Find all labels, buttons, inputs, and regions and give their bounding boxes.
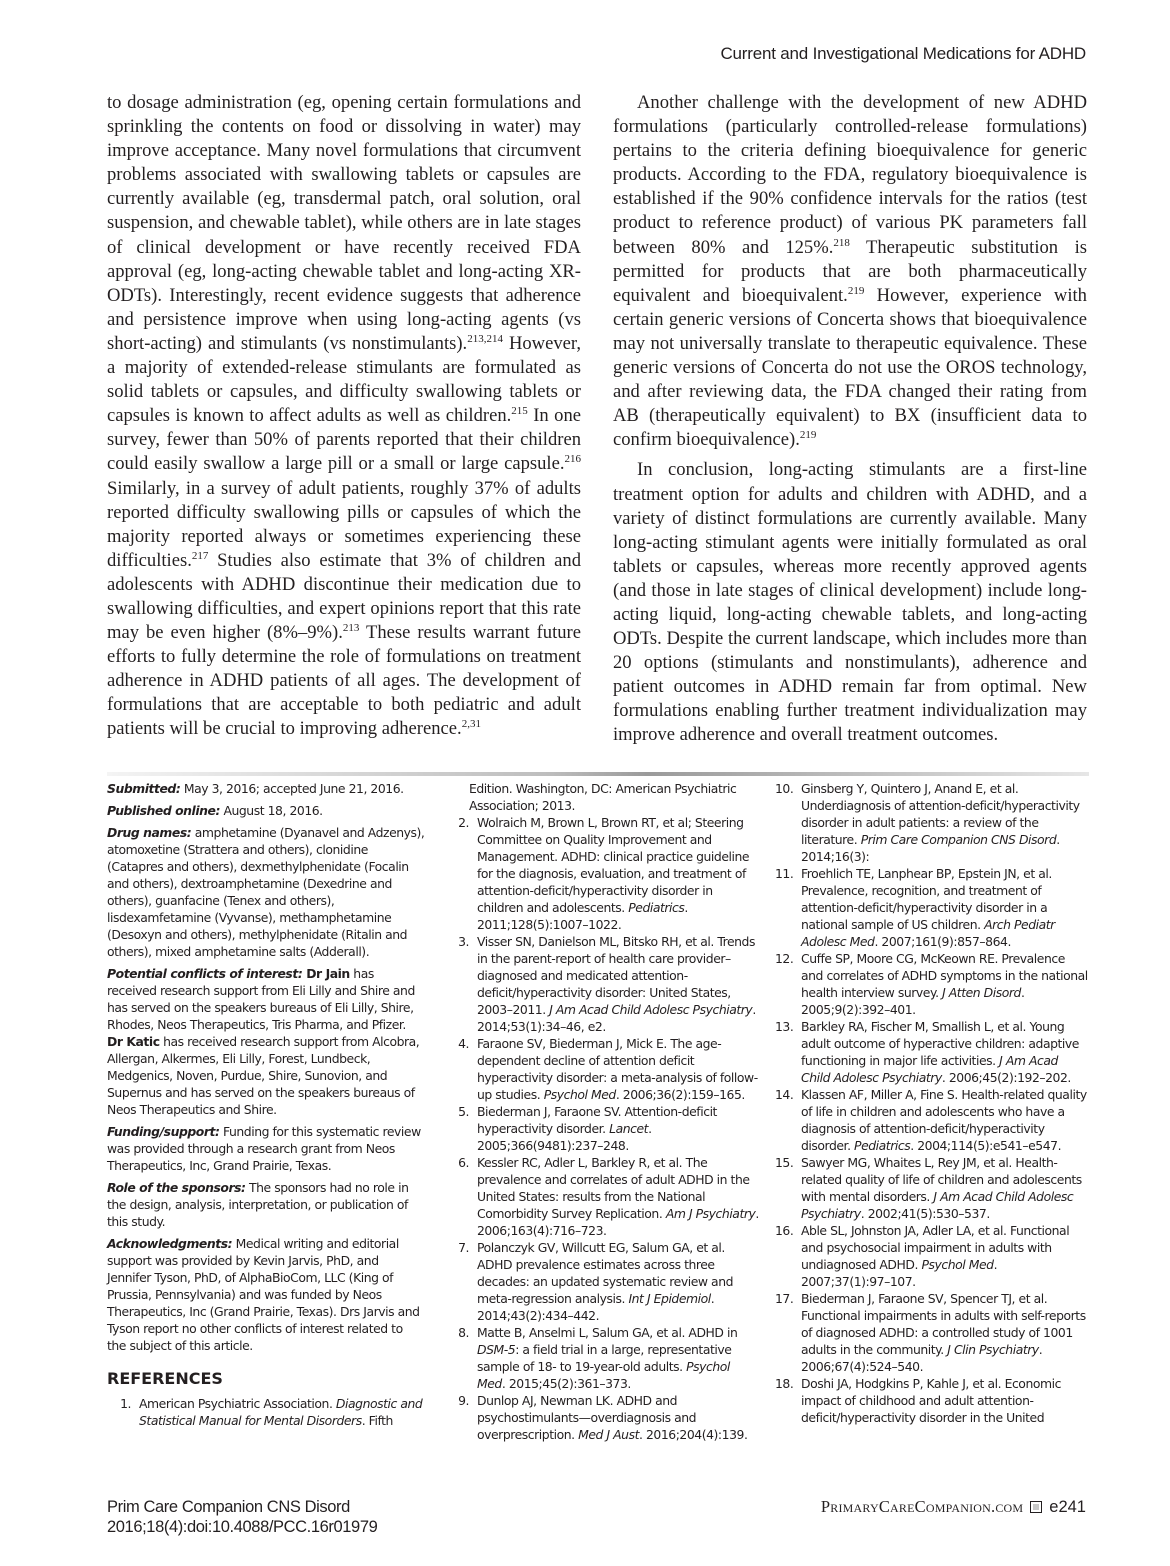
references-heading: REFERENCES bbox=[107, 1369, 223, 1388]
citation[interactable]: 2,31 bbox=[461, 718, 481, 731]
reference-item bbox=[445, 814, 761, 933]
text: . Fifth bbox=[361, 1413, 393, 1428]
published-info bbox=[107, 802, 425, 819]
citation[interactable]: 216 bbox=[564, 453, 581, 466]
journal-italic: J Am Acad Child Adolesc Psychiatry bbox=[801, 1053, 1058, 1085]
citation[interactable]: 215 bbox=[511, 405, 528, 418]
text: Visser SN, Danielson ML, Bitsko RH, et al. Trends in the parent-report of health care provider–diagnosed and medicated attention-deficit/hyperactivity disorder: United States, 2003–2011. bbox=[477, 934, 755, 1017]
reference-number: 15. bbox=[775, 1155, 794, 1170]
journal-italic: Prim Care Companion CNS Disord bbox=[860, 832, 1057, 847]
value: Medical writing and editorial support was provided by Kevin Jarvis, PhD, and Jennifer Tyson, PhD, of AlphaBioCom, LLC (King of Prussia, Pennsylvania) and was funded by Neos Therapeutics, Inc (Grand Prairie, Texas). Drs Jarvis and Tyson report no other conflicts of interest related to the subject of this article. bbox=[107, 1236, 420, 1353]
reference-item bbox=[445, 1103, 761, 1154]
text: . 2015;45(2):361–373. bbox=[501, 1376, 631, 1391]
reference-text bbox=[477, 1392, 761, 1443]
reference-text bbox=[801, 1375, 1089, 1426]
journal-italic: Lancet bbox=[609, 1121, 649, 1136]
submitted-info bbox=[107, 780, 425, 797]
text: Sawyer MG, Whaites L, Rey JM, et al. Health-related quality of life of children and adolescents with mental disorders. bbox=[801, 1155, 1082, 1204]
journal-italic: Med J Aust bbox=[578, 1427, 639, 1442]
reference-number: 11. bbox=[775, 866, 794, 881]
text: . 2007;37(1):97–107. bbox=[801, 1257, 998, 1289]
journal-doi[interactable]: 2016;18(4):doi:10.4088/PCC.16r01979 bbox=[107, 1518, 378, 1536]
reference-number: 9. bbox=[458, 1393, 469, 1408]
reference-number: 16. bbox=[775, 1223, 794, 1238]
reference-text bbox=[801, 1086, 1089, 1154]
reference-item bbox=[775, 1086, 1089, 1154]
acknowledgments-info bbox=[107, 1235, 425, 1354]
reference-number: 6. bbox=[458, 1155, 469, 1170]
text: Wolraich M, Brown L, Brown RT, et al; Steering Committee on Quality Improvement and Management. ADHD: clinical practice guideline for the diagnosis, evaluation, and treatment of attention-deficit/hyperactivity disorder in children and adolescents. bbox=[477, 815, 750, 915]
reference-item bbox=[445, 1324, 761, 1392]
journal-italic: Pediatrics bbox=[628, 900, 685, 915]
body-paragraph bbox=[107, 91, 581, 742]
text: Biederman J, Faraone SV, Spencer TJ, et al. Functional impairments in adults with self-reports of diagnosed ADHD: a controlled study of 1001 adults in the community. bbox=[801, 1291, 1086, 1357]
text: Kessler RC, Adler L, Barkley R, et al. The prevalence and correlates of adult ADHD in the United States: results from the National Comorbidity Survey Replication. bbox=[477, 1155, 750, 1221]
text: However, experience with certain generic versions of Concerta shows that bioequivalence may not universally translate to therapeutic equivalence. These generic versions of Concerta do not use the OROS technology, and after reviewing data, the FDA changed their rating from AB (therapeutically equivalent) to BX (insufficient data to confirm bioequivalence). bbox=[613, 284, 1087, 451]
text: . 2006;36(2):159–165. bbox=[615, 1087, 745, 1102]
reference-item bbox=[775, 780, 1089, 865]
reference-text bbox=[801, 1290, 1089, 1375]
text: . 2005;9(2):392–401. bbox=[801, 985, 1025, 1017]
text: Another challenge with the development of new ADHD formulations (particularly controlled-release formulations) pertains to the criteria defining bioequivalence for generic products. According to the FDA, regulatory bioequivalence is established if the 90% confidence intervals for the ratios (test product to reference product) of various PK parameters fall between 80% and 125%. bbox=[613, 92, 1087, 258]
text: . 2002;41(5):530–537. bbox=[860, 1206, 990, 1221]
reference-item bbox=[107, 1395, 425, 1429]
label: Role of the sponsors: bbox=[107, 1180, 246, 1195]
reference-number: 10. bbox=[775, 781, 794, 796]
funding-info bbox=[107, 1123, 425, 1174]
reference-item bbox=[775, 950, 1089, 1018]
text: Studies also estimate that 3% of children and adolescents with ADHD discontinue their medication due to swallowing difficulties, and expert opinions report that this rate may be even higher (8%–9%). bbox=[107, 549, 581, 644]
citation[interactable]: 218 bbox=[833, 236, 850, 249]
conflicts-info bbox=[107, 965, 425, 1118]
text: . 2011;128(5):1007–1022. bbox=[477, 900, 688, 932]
text: However, a majority of extended-release stimulants are formulated as solid tablets or capsules, and difficulty swallowing tablets or capsules is known to affect adults as well as children. bbox=[107, 332, 582, 427]
label: Drug names: bbox=[107, 825, 192, 840]
reference-number: 14. bbox=[775, 1087, 794, 1102]
title-italic: Diagnostic and Statistical Manual for Mental Disorders bbox=[139, 1396, 423, 1428]
value: has received research support from Eli Lilly and Shire and has served on the speakers bureaus of Eli Lilly, Shire, Rhodes, Neos Therapeutics, Tris Pharma, and Pfizer. bbox=[107, 966, 415, 1032]
text: . 2006;45(2):192–202. bbox=[941, 1070, 1071, 1085]
square-bullet-icon bbox=[1030, 1501, 1042, 1513]
value: May 3, 2016; accepted June 21, 2016. bbox=[180, 781, 404, 796]
text: : a field trial in a large, representative sample of 18- to 19-year-old adults. bbox=[477, 1342, 732, 1374]
reference-number: 1. bbox=[120, 1396, 131, 1411]
reference-text bbox=[801, 865, 1089, 950]
text: . 2006;163(4):716–723. bbox=[477, 1206, 759, 1238]
reference-number: 12. bbox=[775, 951, 794, 966]
reference-text bbox=[477, 1103, 761, 1154]
text: . 2006;67(4):524–540. bbox=[801, 1342, 1043, 1374]
text: . 2016;204(4):139. bbox=[638, 1427, 748, 1442]
reference-text bbox=[801, 780, 1089, 865]
reference-text bbox=[801, 950, 1089, 1018]
sponsors-role-info bbox=[107, 1179, 425, 1230]
reference-item bbox=[445, 933, 761, 1035]
references-column-right bbox=[775, 780, 1089, 1426]
journal-italic: J Clin Psychiatry bbox=[947, 1342, 1039, 1357]
running-head-title: Current and Investigational Medications for ADHD bbox=[720, 44, 1086, 63]
journal-website-link[interactable]: PrimaryCareCompanion.com bbox=[820, 1497, 1024, 1516]
citation[interactable]: 219 bbox=[847, 284, 865, 297]
reference-item bbox=[775, 865, 1089, 950]
reference-continuation: Edition. Washington, DC: American Psychiatric Association; 2013. bbox=[469, 781, 737, 813]
value: amphetamine (Dyanavel and Adzenys), atomoxetine (Strattera and others), clonidine (Catapres and others), dexmethylphenidate (Focalin and others), dextroamphetamine (Dexedrine and others), guanfacine (Tenex and others), lisdexamfetamine (Vyvanse), methamphetamine (Desoxyn and others), methylphenidate (Ritalin and others), mixed amphetamine salts (Adderall). bbox=[107, 825, 425, 959]
text: Dunlop AJ, Newman LK. ADHD and psychostimulants—overdiagnosis and overprescription. bbox=[477, 1393, 697, 1442]
journal-citation bbox=[107, 1497, 377, 1537]
journal-italic: Am J Psychiatry bbox=[665, 1206, 756, 1221]
article-info-column bbox=[107, 780, 425, 1429]
article-body bbox=[107, 91, 1087, 763]
reference-number: 7. bbox=[458, 1240, 469, 1255]
reference-item bbox=[775, 1154, 1089, 1222]
reference-text bbox=[801, 1018, 1089, 1086]
reference-text bbox=[477, 1035, 761, 1103]
text: These results warrant future efforts to fully determine the role of formulations on treatment adherence in ADHD patients of all ages. The development of formulations that are acceptable to both pediatric and adult patients will be crucial to improving adherence. bbox=[107, 622, 581, 740]
reference-number: 5. bbox=[458, 1104, 469, 1119]
reference-text bbox=[477, 1324, 761, 1392]
text: . 2014;43(2):434–442. bbox=[477, 1291, 715, 1323]
text: Doshi JA, Hodgkins P, Kahle J, et al. Economic impact of childhood and adult attention-deficit/hyperactivity disorder in the United bbox=[801, 1376, 1061, 1425]
body-column-left bbox=[107, 91, 581, 742]
text: . 2004;114(5):e541–e547. bbox=[910, 1138, 1062, 1153]
value: The sponsors had no role in the design, analysis, interpretation, or publication of this study. bbox=[107, 1180, 409, 1229]
text: . 2014;53(1):34–46, e2. bbox=[477, 1002, 756, 1034]
journal-italic: J Am Acad Child Adolesc Psychiatry bbox=[801, 1189, 1074, 1221]
text: . 2005;366(9481):237–248. bbox=[477, 1121, 652, 1153]
drug-names-info bbox=[107, 824, 425, 960]
reference-number: 17. bbox=[775, 1291, 794, 1306]
reference-item bbox=[445, 1239, 761, 1324]
label: Published online: bbox=[107, 803, 220, 818]
label: Potential conflicts of interest: bbox=[107, 966, 303, 981]
journal-italic: Int J Epidemiol bbox=[628, 1291, 711, 1306]
text: to dosage administration (eg, opening certain formulations and sprinkling the contents on food or dissolving in water) may improve acceptance. Many novel formulations that circumvent problems associated with swallowing tablets or capsules are currently available (eg, transdermal patch, oral solution, oral suspension, and chewable tablet), while others are in late stages of clinical development or have recently received FDA approval (eg, long-acting chewable tablet and long-acting XR-ODTs). Interestingly, recent evidence suggests that adherence and persistence improve when using long-acting agents (vs short-acting) and stimulants (vs nonstimulants). bbox=[107, 92, 581, 354]
reference-number: 2. bbox=[458, 815, 469, 830]
text: Cuffe SP, Moore CG, McKeown RE. Prevalence and correlates of ADHD symptoms in the national health interview survey. bbox=[801, 951, 1088, 1000]
text: In one survey, fewer than 50% of parents reported that their children could easily swallow a large pill or a small or large capsule. bbox=[107, 405, 581, 475]
text: . 2007;161(9):857–864. bbox=[874, 934, 1011, 949]
text: Able SL, Johnston JA, Adler LA, et al. Functional and psychosocial impairment in adults with undiagnosed ADHD. bbox=[801, 1223, 1070, 1272]
text: Similarly, in a survey of adult patients, roughly 37% of adults reported difficulty swallowing pills or capsules of which the majority reported always or sometimes experiencing these difficulties. bbox=[107, 477, 581, 571]
reference-number: 4. bbox=[458, 1036, 469, 1051]
label: Funding/support: bbox=[107, 1124, 220, 1139]
citation[interactable]: 217 bbox=[191, 549, 209, 562]
reference-number: 8. bbox=[458, 1325, 469, 1340]
reference-item bbox=[775, 1290, 1089, 1375]
journal-italic: Psychol Med bbox=[543, 1087, 616, 1102]
text: Faraone SV, Biederman J, Mick E. The age-dependent decline of attention deficit hyperactivity disorder: a meta-analysis of follow-up studies. bbox=[477, 1036, 758, 1102]
reference-text bbox=[801, 1222, 1089, 1290]
reference-number: 13. bbox=[775, 1019, 794, 1034]
citation[interactable]: 219 bbox=[799, 429, 817, 442]
text: Biederman J, Faraone SV. Attention-deficit hyperactivity disorder. bbox=[477, 1104, 717, 1136]
reference-item bbox=[445, 1392, 761, 1443]
journal-italic: J Am Acad Child Adolesc Psychiatry bbox=[549, 1002, 753, 1017]
text: . 2014;16(3): bbox=[801, 832, 1060, 864]
reference-number: 3. bbox=[458, 934, 469, 949]
journal-italic: Psychol Med bbox=[477, 1359, 730, 1391]
term-italic: DSM-5 bbox=[477, 1342, 516, 1357]
journal-italic: Psychol Med bbox=[921, 1257, 994, 1272]
value: has received research support from Alcobra, Allergan, Alkermes, Eli Lilly, Forest, Lundbeck, Medgenics, Noven, Purdue, Shire, Sunovion, and Supernus and has served on the speakers bureaus of Neos Therapeutics and Shire. bbox=[107, 1034, 420, 1117]
value: August 18, 2016. bbox=[219, 803, 323, 818]
citation[interactable]: 213 bbox=[342, 621, 360, 634]
page-number: e241 bbox=[1049, 1497, 1086, 1516]
journal-italic: Pediatrics bbox=[854, 1138, 911, 1153]
text: Therapeutic substitution is permitted for products that are both pharmaceutically equivalent and bioequivalent. bbox=[613, 236, 1087, 306]
reference-text bbox=[477, 1154, 761, 1239]
reference-item bbox=[775, 1222, 1089, 1290]
text: Barkley RA, Fischer M, Smallish L, et al. Young adult outcome of hyperactive children: adaptive functioning in major life activities. bbox=[801, 1019, 1079, 1068]
journal-italic: Arch Pediatr Adolesc Med bbox=[801, 917, 1055, 949]
text: Froehlich TE, Lanphear BP, Epstein JN, et al. Prevalence, recognition, and treatment of attention-deficit/hyperactivity disorder in a national sample of US children. bbox=[801, 866, 1052, 932]
conclusion-paragraph: In conclusion, long-acting stimulants are a first-line treatment option for adults and children with ADHD, and a variety of distinct formulations are currently available. Many long-acting stimulant agents were initially formulated as oral tablets or capsules, whereas more recently approved agents (and those in late stages of clinical development) include long-acting liquid, long-acting chewable tablets, and long-acting ODTs. Despite the current landscape, which includes more than 20 options (stimulants and nonstimulants), adherence and patient outcomes in ADHD remain far from optimal. New formulations enabling further treatment individualization may improve adherence and overall treatment outcomes. bbox=[613, 459, 1087, 746]
reference-text bbox=[139, 1395, 425, 1429]
citation[interactable]: 213,214 bbox=[467, 332, 503, 345]
text: Ginsberg Y, Quintero J, Anand E, et al. Underdiagnosis of attention-deficit/hyperactivity disorder in adult patients: a review of the literature. bbox=[801, 781, 1080, 847]
reference-item bbox=[775, 1018, 1089, 1086]
author-name: Dr Jain bbox=[302, 966, 350, 981]
body-column-right bbox=[613, 91, 1087, 748]
label: Submitted: bbox=[107, 781, 181, 796]
text: Matte B, Anselmi L, Salum GA, et al. ADHD in bbox=[477, 1325, 738, 1340]
reference-item bbox=[445, 1154, 761, 1239]
section-divider bbox=[107, 772, 1089, 776]
reference-item bbox=[445, 1035, 761, 1103]
reference-text bbox=[477, 1239, 761, 1324]
label: Acknowledgments: bbox=[107, 1236, 233, 1251]
text: American Psychiatric Association. bbox=[139, 1396, 336, 1411]
text: Klassen AF, Miller A, Fine S. Health-related quality of life in children and adolescents who have a diagnosis of attention-deficit/hyperactivity disorder. bbox=[801, 1087, 1087, 1153]
reference-text bbox=[801, 1154, 1089, 1222]
value: Funding for this systematic review was provided through a research grant from Neos Therapeutics, Inc, Grand Prairie, Texas. bbox=[107, 1124, 421, 1173]
body-paragraph bbox=[613, 91, 1087, 452]
text: Polanczyk GV, Willcutt EG, Salum GA, et al. ADHD prevalence estimates across three decades: an updated systematic review and meta-regression analysis. bbox=[477, 1240, 734, 1306]
references-column-middle bbox=[445, 780, 761, 1443]
page-footer-right bbox=[821, 1497, 1086, 1517]
author-name: Dr Katic bbox=[107, 1034, 160, 1049]
reference-item bbox=[775, 1375, 1089, 1426]
reference-text bbox=[477, 933, 761, 1035]
journal-name: Prim Care Companion CNS Disord bbox=[107, 1498, 350, 1516]
journal-italic: J Atten Disord bbox=[942, 985, 1021, 1000]
reference-text bbox=[477, 814, 761, 933]
reference-number: 18. bbox=[775, 1376, 794, 1391]
